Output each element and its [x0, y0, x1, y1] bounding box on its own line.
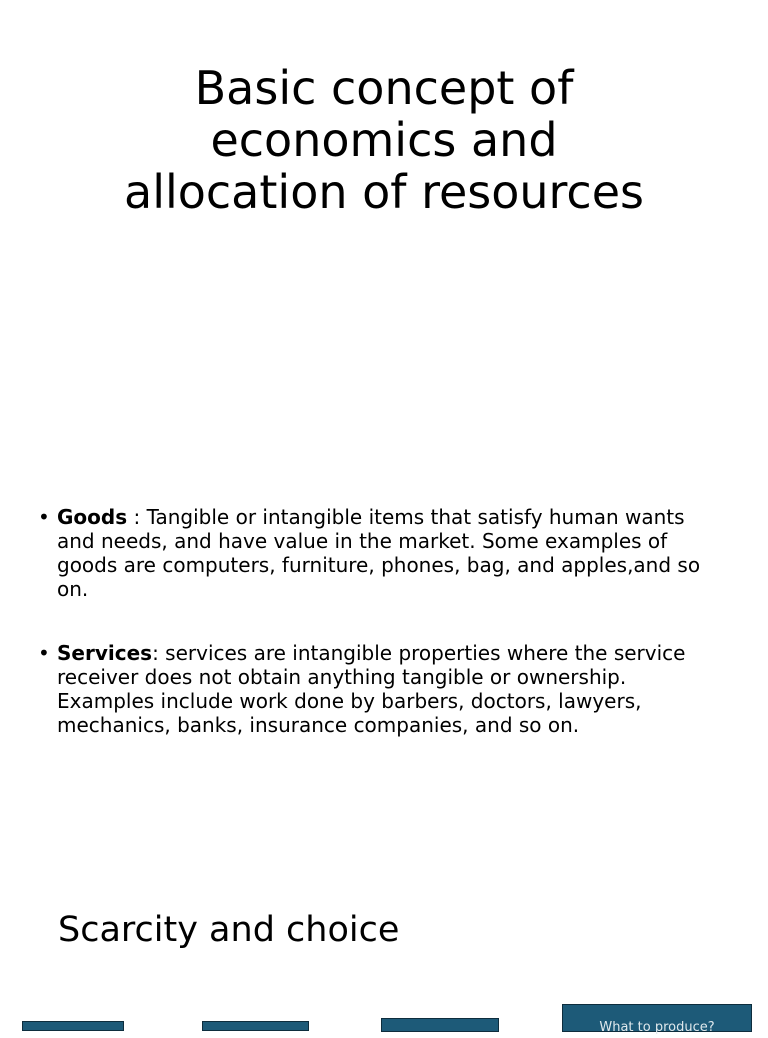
- definition-goods: : Tangible or intangible items that satisfy human wants and needs, and have value in the market. Some examples of goods are computers, furniture, phones, bag, and apples,and so on.: [57, 505, 701, 601]
- slide-title: [60, 62, 708, 218]
- diagram-box-2: [202, 1021, 309, 1031]
- diagram-box-3: [381, 1018, 499, 1032]
- diagram-box-4: [562, 1004, 752, 1035]
- term-services: Services: [57, 641, 153, 665]
- definition-services: : services are intangible properties where the service receiver does not obtain anything tangible or ownership. Examples include work done by barbers, doctors, lawyers, mechanics, banks, insurance companies, and so on.: [57, 641, 686, 737]
- bullet-icon: •: [38, 641, 50, 665]
- section-heading: Scarcity and choice: [58, 910, 400, 950]
- diagram-box-label: [23, 1022, 123, 1038]
- diagram-box-label: [203, 1022, 308, 1038]
- definitions-list: [38, 505, 728, 737]
- bullet-icon: •: [38, 505, 50, 529]
- diagram-box-label: [382, 1019, 498, 1035]
- diagram-box-label: What to produce?: [599, 1020, 715, 1035]
- list-item-services: [38, 641, 728, 737]
- diagram-box-1: [22, 1021, 124, 1031]
- slide-title-line-3: allocation of resources: [124, 165, 644, 219]
- term-goods: Goods: [57, 505, 128, 529]
- slide-title-line-1: Basic concept of: [194, 61, 574, 115]
- slide-title-line-2: economics and: [210, 113, 558, 167]
- list-item-goods: [38, 505, 728, 601]
